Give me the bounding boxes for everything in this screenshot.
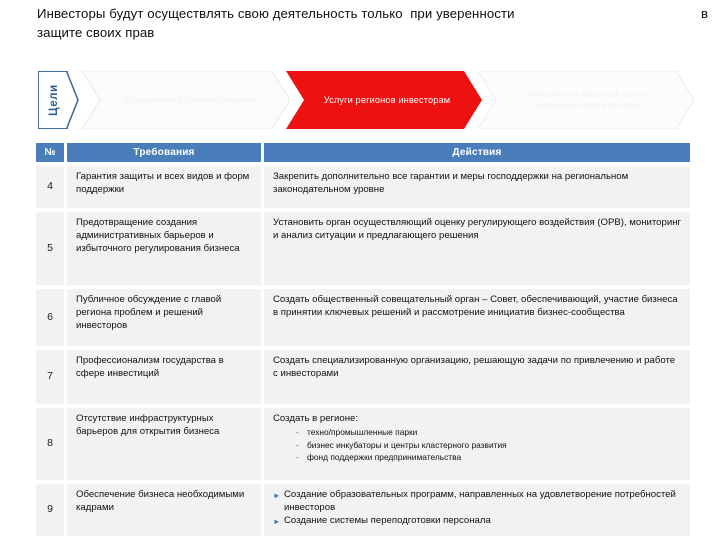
slide-title-block	[37, 4, 677, 42]
row-action: Закрепить дополнительно все гарантии и меры господдержки на региональном законодательном уровне	[264, 166, 690, 208]
row-action	[264, 484, 690, 536]
process-chevron-bar	[38, 70, 698, 132]
list-item: - фонд поддержки предпринимательства	[307, 451, 682, 464]
table-row	[36, 166, 690, 208]
process-step-2[interactable]	[286, 71, 482, 129]
process-step-2-label: Услуги регионов инвесторам	[323, 94, 451, 105]
row-number: 8	[36, 408, 64, 480]
list-item: - техно/промышленные парки	[307, 426, 682, 439]
row-requirement: Предотвращение создания административных барьеров и избыточного регулирования бизнеса	[67, 212, 261, 285]
page-title-line2: защите своих прав	[37, 25, 155, 40]
process-step-3-label: Обеспечение обратной связи с региональными властями	[526, 89, 652, 110]
row-action-bullets	[273, 488, 682, 528]
row-number: 4	[36, 166, 64, 208]
column-header-number: №	[36, 143, 64, 162]
goals-tab[interactable]	[38, 71, 68, 129]
table-header-row	[36, 143, 690, 162]
page-title-line1: Инвесторы будут осуществлять свою деятельность только при уверенности	[37, 6, 515, 21]
row-requirement: Публичное обсуждение с главой региона проблем и решений инвесторов	[67, 289, 261, 346]
table-row	[36, 289, 690, 346]
row-requirement: Гарантия защиты и всех видов и форм поддержки	[67, 166, 261, 208]
requirements-actions-table	[36, 143, 690, 536]
row-action	[264, 408, 690, 480]
page-title	[37, 4, 677, 42]
process-step-1[interactable]	[82, 71, 290, 129]
row-number: 7	[36, 350, 64, 404]
table-row	[36, 350, 690, 404]
page-title-trailing-word: в	[700, 6, 708, 21]
list-item: ► Создание системы переподготовки персонала	[273, 514, 682, 527]
process-step-3[interactable]	[478, 71, 694, 129]
table-row	[36, 212, 690, 285]
process-step-1-label: Определение стратегии развития	[121, 94, 257, 105]
table-row	[36, 484, 690, 536]
column-header-actions: Действия	[264, 143, 690, 162]
row-action: Создать общественный совещательный орган – Совет, обеспечивающий, участие бизнеса в принятии ключевых решений и рассмотрение инициатив бизнес-сообщества	[264, 289, 690, 346]
column-header-requirements: Требования	[67, 143, 261, 162]
table-row	[36, 408, 690, 480]
row-requirement: Обеспечение бизнеса необходимыми кадрами	[67, 484, 261, 536]
row-requirement: Отсутствие инфраструктурных барьеров для открытия бизнеса	[67, 408, 261, 480]
row-action-intro: Создать в регионе:	[273, 413, 359, 424]
row-number: 5	[36, 212, 64, 285]
row-action: Создать специализированную организацию, решающую задачи по привлечению и работе с инвесторами	[264, 350, 690, 404]
row-number: 6	[36, 289, 64, 346]
list-item: - бизнес инкубаторы и центры кластерного развития	[307, 439, 682, 452]
row-action: Установить орган осуществляющий оценку регулирующего воздействия (ОРВ), мониторинг и анализ ситуации и предлагающего решения	[264, 212, 690, 285]
list-item: ► Создание образовательных программ, направленных на удовлетворение потребностей инвесторов	[273, 488, 682, 514]
row-action-sublist	[273, 426, 682, 464]
row-requirement: Профессионализм государства в сфере инвестиций	[67, 350, 261, 404]
row-number: 9	[36, 484, 64, 536]
goals-tab-label: Цели	[47, 84, 60, 116]
